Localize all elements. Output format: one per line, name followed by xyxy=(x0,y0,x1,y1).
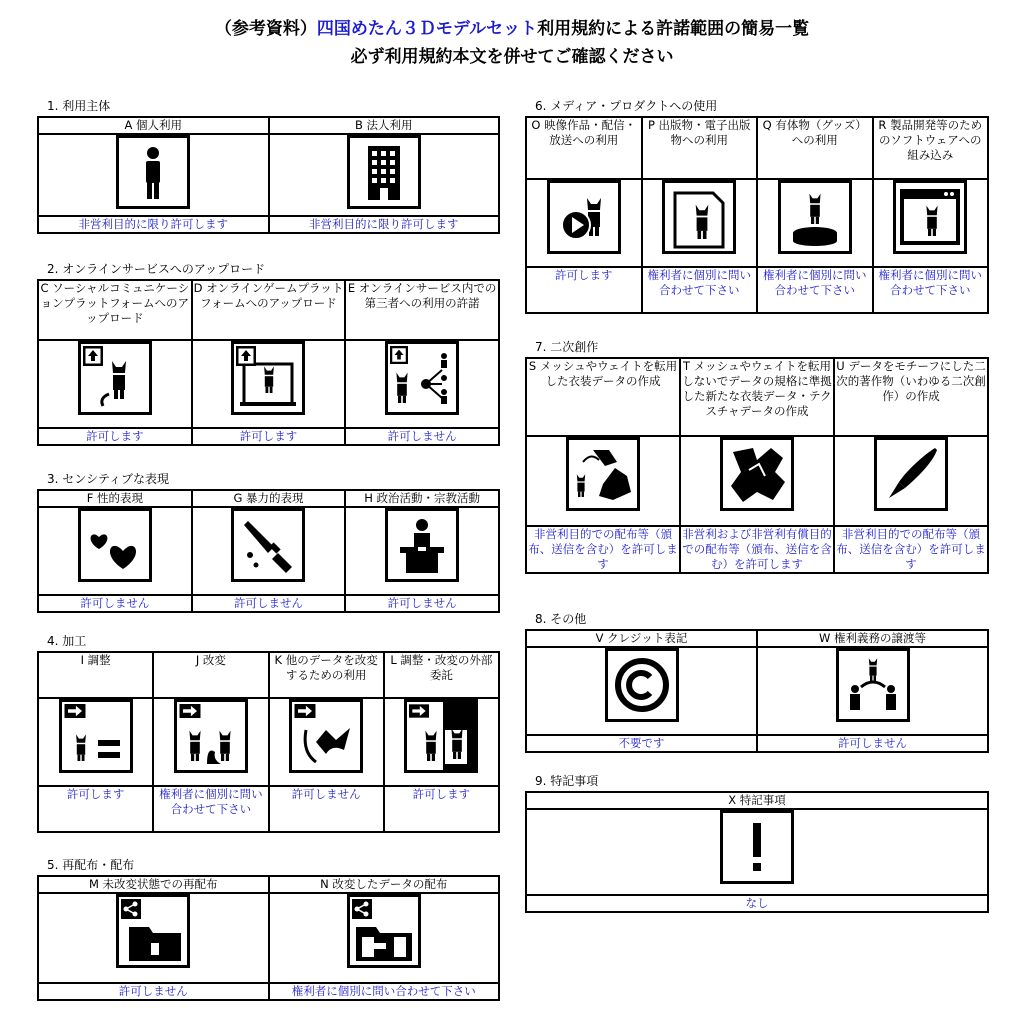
hearts-icon xyxy=(78,508,152,582)
label-r: R 製品開発等のためのソフトウェアへの組み込み xyxy=(873,117,989,179)
office-building-icon xyxy=(347,135,421,209)
knife-icon xyxy=(231,508,305,582)
label-c: C ソーシャルコミュニケーションプラットフォームへのアップロード xyxy=(38,280,192,340)
result-m: 許可しません xyxy=(38,983,269,1000)
video-play-icon xyxy=(547,180,621,254)
section-heading: 6. メディア・プロダクトへの使用 xyxy=(535,99,718,113)
result-u: 非営利目的での配布等（頒布、送信を含む）を許可します xyxy=(834,526,988,573)
new-costume-icon xyxy=(720,437,794,511)
section-heading: 7. 二次創作 xyxy=(535,340,599,354)
label-h: H 政治活動・宗教活動 xyxy=(345,490,499,507)
section-redistribution xyxy=(37,858,500,1001)
label-v: V クレジット表記 xyxy=(526,630,757,647)
section-heading: 2. オンラインサービスへのアップロード xyxy=(47,262,266,276)
result-d: 許可します xyxy=(192,428,346,445)
page-subtitle: 必ず利用規約本文を併せてご確認ください xyxy=(350,47,674,67)
result-v: 不要です xyxy=(526,735,757,752)
label-s: S メッシュやウェイトを転用した衣装データの作成 xyxy=(526,358,680,436)
label-k: K 他のデータを改変するための利用 xyxy=(269,652,384,698)
result-b: 非営利目的に限り許可します xyxy=(269,216,500,233)
result-c: 許可します xyxy=(38,428,192,445)
result-t: 非営利および非営利有償目的での配布等（頒布、送信を含む）を許可します xyxy=(680,526,834,573)
label-b: B 法人利用 xyxy=(269,117,500,134)
section-heading: 5. 再配布・配布 xyxy=(47,858,135,872)
result-g: 許可しません xyxy=(192,595,346,612)
section-heading: 1. 利用主体 xyxy=(47,99,111,113)
label-q: Q 有体物（グッズ）への利用 xyxy=(757,117,873,179)
section-processing xyxy=(37,634,500,833)
result-w: 許可しません xyxy=(757,735,988,752)
label-p: P 出版物・電子出版物への利用 xyxy=(642,117,758,179)
figure-goods-icon xyxy=(778,180,852,254)
label-l: L 調整・改変の外部委託 xyxy=(384,652,499,698)
reuse-data-icon xyxy=(289,699,363,773)
exclamation-icon xyxy=(720,810,794,884)
section-heading: 4. 加工 xyxy=(47,634,87,648)
result-x: なし xyxy=(526,895,988,912)
label-m: M 未改変状態での再配布 xyxy=(38,876,269,893)
label-n: N 改変したデータの配布 xyxy=(269,876,500,893)
section-online-upload xyxy=(37,262,500,446)
label-o: O 映像作品・配信・放送への利用 xyxy=(526,117,642,179)
label-i: I 調整 xyxy=(38,652,153,698)
pen-nib-icon xyxy=(874,437,948,511)
label-d: D オンラインゲームプラットフォームへのアップロード xyxy=(192,280,346,340)
upload-game-icon xyxy=(231,341,305,415)
upload-share-icon xyxy=(385,341,459,415)
software-window-icon xyxy=(893,180,967,254)
label-w: W 権利義務の譲渡等 xyxy=(757,630,988,647)
section-derivative-works xyxy=(525,340,989,574)
label-g: G 暴力的表現 xyxy=(192,490,346,507)
result-o: 許可します xyxy=(526,267,642,313)
outsource-icon xyxy=(404,699,478,773)
publication-icon xyxy=(662,180,736,254)
section-heading: 3. センシティブな表現 xyxy=(47,472,170,486)
section-special-notes xyxy=(525,774,989,913)
result-h: 許可しません xyxy=(345,595,499,612)
costume-transfer-icon xyxy=(566,437,640,511)
result-j: 権利者に個別に問い合わせて下さい xyxy=(153,786,268,832)
result-i: 許可します xyxy=(38,786,153,832)
label-j: J 改変 xyxy=(153,652,268,698)
label-e: E オンラインサービス内での第三者への利用の許諾 xyxy=(345,280,499,340)
result-q: 権利者に個別に問い合わせて下さい xyxy=(757,267,873,313)
result-r: 権利者に個別に問い合わせて下さい xyxy=(873,267,989,313)
page-title: （参考資料）四国めたん３Ｄモデルセット利用規約による許諾範囲の簡易一覧 xyxy=(214,19,810,39)
share-modified-icon xyxy=(347,894,421,968)
section-heading: 9. 特記事項 xyxy=(535,774,599,788)
result-a: 非営利目的に限り許可します xyxy=(38,216,269,233)
result-k: 許可しません xyxy=(269,786,384,832)
result-n: 権利者に個別に問い合わせて下さい xyxy=(269,983,500,1000)
section-other xyxy=(525,612,989,753)
label-x: X 特記事項 xyxy=(526,792,988,809)
adjust-equal-icon xyxy=(59,699,133,773)
result-s: 非営利目的での配布等（頒布、送信を含む）を許可します xyxy=(526,526,680,573)
label-a: A 個人利用 xyxy=(38,117,269,134)
section-media-products xyxy=(525,99,989,314)
result-f: 許可しません xyxy=(38,595,192,612)
result-l: 許可します xyxy=(384,786,499,832)
label-t: T メッシュやウェイトを転用しないでデータの規格に準拠した新たな衣装データ・テクスチャデータの作成 xyxy=(680,358,834,436)
share-folder-icon xyxy=(116,894,190,968)
person-icon xyxy=(116,135,190,209)
section-usage-entity xyxy=(37,99,500,234)
section-heading: 8. その他 xyxy=(535,612,587,626)
podium-icon xyxy=(385,508,459,582)
modify-icon xyxy=(174,699,248,773)
label-u: U データをモチーフにした二次的著作物（いわゆる二次創作）の作成 xyxy=(834,358,988,436)
label-f: F 性的表現 xyxy=(38,490,192,507)
copyright-icon xyxy=(605,648,679,722)
result-e: 許可しません xyxy=(345,428,499,445)
upload-cat-icon xyxy=(78,341,152,415)
transfer-rights-icon xyxy=(836,648,910,722)
result-p: 権利者に個別に問い合わせて下さい xyxy=(642,267,758,313)
section-sensitive xyxy=(37,472,500,613)
